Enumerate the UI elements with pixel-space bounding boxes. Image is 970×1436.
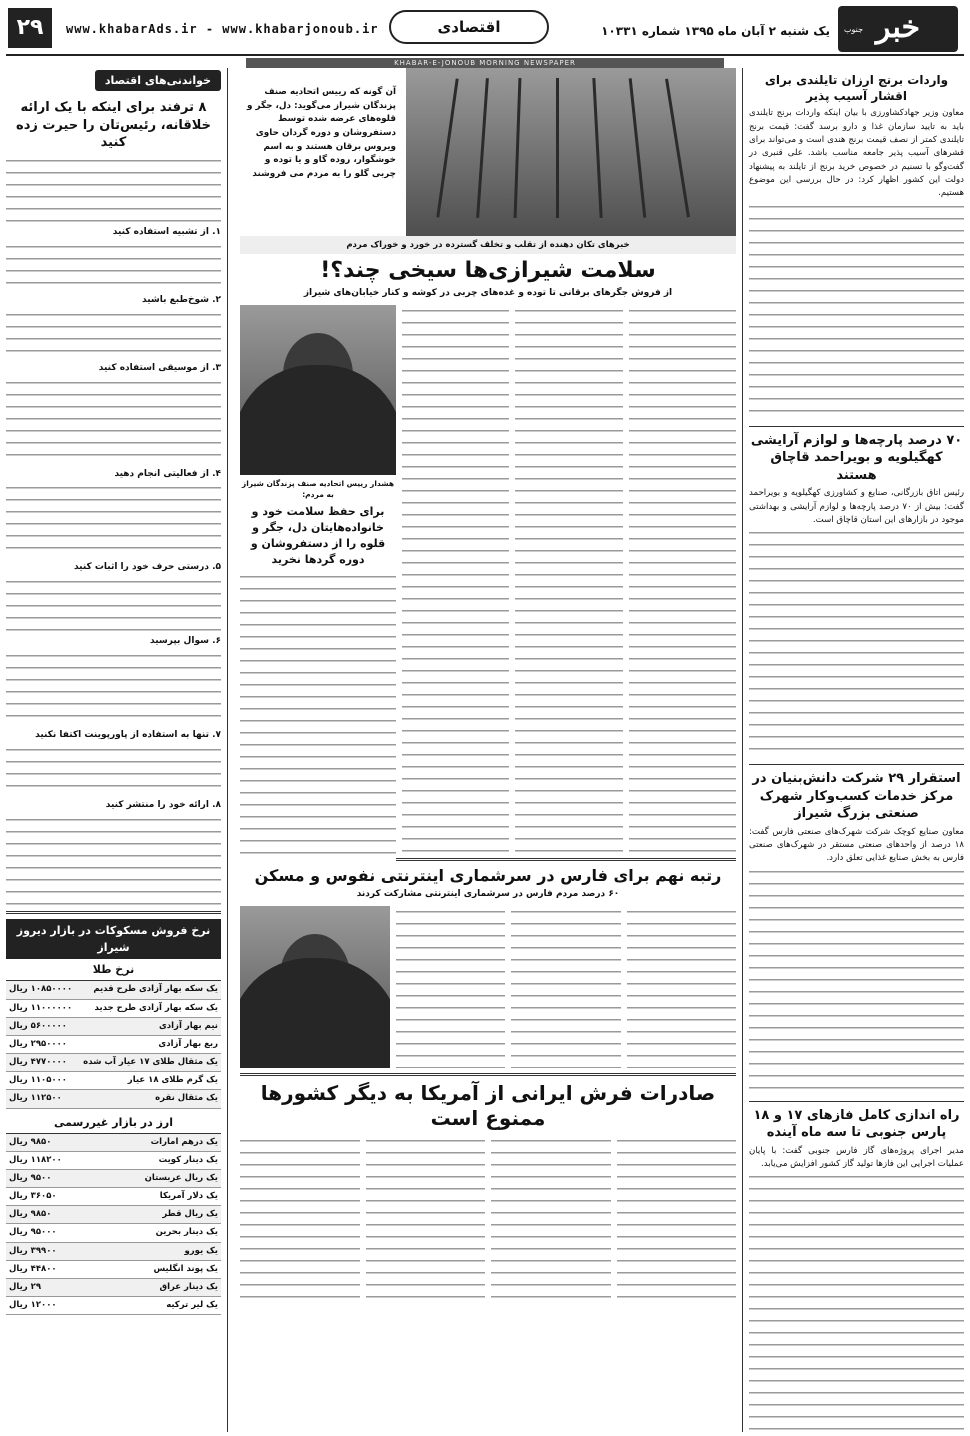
article-text [627,906,736,1068]
tip-heading: ۶. سوال بپرسید [150,636,221,647]
price-label: یک سکه بهار آزادی طرح جدید [94,1002,218,1013]
tip-heading: ۵. درستی حرف خود را اثبات کنید [73,562,221,573]
portrait-quote: برای حفظ سلامت خود و خانواده‌هایتان دل، جگر و قلوه را از دستفروشان و دوره گردها نخرید [250,504,386,566]
price-row [6,1072,221,1090]
masthead [6,4,964,56]
price-value: ۳۶۰۵۰ ریال [9,1191,57,1202]
price-row [6,1018,221,1036]
text-block [749,866,964,1096]
page-number: ۲۹ [8,8,52,48]
price-row [6,1243,221,1261]
divider [6,911,221,914]
column-label: خواندنی‌های اقتصاد [95,70,221,91]
english-strip: KHABAR-E-JONOUB MORNING NEWSPAPER [246,58,724,68]
price-row [6,1261,221,1279]
price-row [6,1170,221,1188]
price-label: یک یورو [184,1245,218,1256]
price-value: ۱۰۸۵۰۰۰۰ ریال [9,984,73,995]
price-value: ۱۲۰۰۰ ریال [9,1300,57,1311]
headline-2: رتبه نهم برای فارس در سرشماری اینترنتی نفوس و مسکن [254,865,722,885]
price-row [6,1188,221,1206]
website-links[interactable]: www.khabarAds.ir - www.khabarjonoub.ir [66,22,379,36]
article-text [396,906,505,1068]
story-text: رئیس اتاق بازرگانی، صنایع و کشاورزی کهگیلویه و بویراحمد گفت: بیش از ۷۰ درصد پارچه‌ها و لوازم آرایشی و بهداشتی موجود در بازارهای این استان قاچاق است. [749,488,964,525]
price-value: ۹۸۵۰ ریال [9,1136,52,1147]
story-title: واردات برنج ارزان تایلندی برای اقشار آسیب پذیر [764,73,949,104]
price-row [6,1297,221,1315]
tip-heading: ۴. از فعالیتی انجام دهید [114,468,221,479]
price-value: ۴۴۸۰۰ ریال [9,1263,57,1274]
price-value: ۴۷۷۰۰۰۰ ریال [9,1057,67,1068]
tip-heading: ۱. از تشبیه استفاده کنید [112,226,221,237]
divider [749,426,964,427]
story-text: معاون صنایع کوچک شرکت شهرک‌های صنعتی فارس گفت: ۱۸ درصد از واحدهای صنعتی مستقر در شهرک‌های صنعتی فارس به بخش صنایع غذایی تعلق دارد. [749,826,964,864]
tip-heading: ۸. ارائه خود را منتشر کنید [105,800,221,811]
middle-section [240,68,736,1432]
article-text [491,1135,611,1305]
logo-subtitle: جنوب [844,25,864,34]
price-label: یک درهم امارات [150,1136,218,1147]
headline-3: صادرات فرش ایرانی از آمریکا به دیگر کشورها ممنوع است [260,1080,716,1130]
right-column [742,68,964,1432]
story-text: معاون وزیر جهادکشاورزی با بیان اینکه واردات برنج تایلندی باید به تایید سازمان غذا و دارو برسد گفت: قیمت برنج تایلندی کمتر از نصف قیمت برنج هندی است و می‌تواند برای قشرهای آسیب پذیر جامعه مناسب باشد. علی قنبری در گفت‌وگو با تسنیم در خصوص خرید برنج از تایلند به پیشنهاد دولت این کشور اظهار کرد: در حال بررسی این موضوع هستیم. [749,108,964,199]
text-block [6,576,221,632]
price-row [6,1000,221,1018]
article-text [515,305,622,853]
text-block [749,1171,964,1432]
article-text [240,1135,360,1305]
lead-2: ۶۰ درصد مردم فارس در سرشماری اینترنتی مشارکت کردند [356,888,620,899]
price-label: یک ریال قطر [162,1209,218,1220]
fx-table [6,1134,221,1316]
price-row [6,1134,221,1152]
tip-heading: ۲. شوخ‌طبع باشید [142,294,221,305]
section-title: اقتصادی [389,10,549,44]
tip-heading: ۷. تنها به استفاده از پاورپوینت اکتفا نکنید [35,730,221,741]
banner-caption: خبرهای تکان دهنده از تقلب و تخلف گسترده در خورد و خوراک مردم [240,236,736,254]
text-block [6,377,221,465]
text-block [6,482,221,558]
fx-title: ارز در بازار غیررسمی [6,1112,221,1134]
photo-caption: آن گونه که رییس اتحادیه صنف پزندگان شیراز می‌گوید: دل، جگر و قلوه‌های عرضه شده توسط دستفروشان و دوره گردان حاوی ویروس برقان هستند و به اسم خوشگوار، روده گاو و یا توده و چربی گلو را به مردم می فروشند [247,87,396,179]
text-block [6,155,221,223]
text-block [749,527,964,759]
main-lead: از فروش جگرهای برقانی تا توده و غده‌های چربی در کوشه و کنار خیابان‌های شیراز [303,287,673,298]
price-label: یک مثقال طلای ۱۷ عیار آب شده [83,1057,218,1068]
price-label: یک لیر ترکیه [166,1300,218,1311]
divider [749,764,964,765]
price-value: ۹۵۰۰ ریال [9,1172,52,1183]
official-portrait [240,305,396,475]
price-label: یک سکه بهار آزادی طرح قدیم [93,984,218,995]
logo-text: خبر [875,10,921,45]
portrait-kicker: هشدار رییس اتحادیه صنف پزندگان شیراز به مردم: [241,478,395,500]
price-value: ۱۱۸۲۰۰ ریال [9,1154,62,1165]
price-value: ۱۱۰۰۰۰۰۰ ریال [9,1002,73,1013]
price-row [6,1036,221,1054]
price-value: ۹۸۵۰ ریال [9,1209,52,1220]
price-label: یک گرم طلای ۱۸ عیار [127,1075,218,1086]
price-row [6,981,221,999]
price-label: یک دینار کویت [158,1154,218,1165]
gold-title: نرخ طلا [6,959,221,981]
article-text [366,1135,486,1305]
main-headline: سلامت شیرازی‌ها سیخی چند؟! [320,258,656,284]
tip-heading: ۳. از موسیقی استفاده کنید [98,362,221,373]
price-row [6,1054,221,1072]
article-text [629,305,736,853]
gold-table [6,981,221,1108]
story-title: ۷۰ درصد پارچه‌ها و لوازم آرایشی کهگیلویه و بویراحمد قاچاق هستند [750,432,963,483]
price-value: ۱۱۲۵۰۰ ریال [9,1093,62,1104]
tips-title: ۸ ترفند برای اینکه با یک ارائه خلاقانه، رئیس‌تان را حیرت زده کنید [16,100,211,151]
text-block [6,744,221,796]
price-label: یک مثقال نقره [155,1093,218,1104]
story-text: مدیر اجرای پروژه‌های گاز فارس جنوبی گفت: با پایان عملیات اجرایی این فازها تولید گاز کشور افزایش می‌یابد. [749,1145,964,1170]
price-row [6,1224,221,1242]
price-value: ۲۹ ریال [9,1281,42,1292]
text-block [6,814,221,906]
price-label: یک دلار آمریکا [159,1191,218,1202]
price-value: ۵۶۰۰۰۰۰ ریال [9,1020,67,1031]
price-row [6,1279,221,1297]
issue-date: یک شنبه ۲ آبان ماه ۱۳۹۵ شماره ۱۰۳۳۱ [601,24,830,38]
market-title: نرخ فروش مسکوکات در بازار دیروز شیراز [6,919,221,959]
price-row [6,1090,221,1108]
article-text [617,1135,737,1305]
story-title: استقرار ۲۹ شرکت دانش‌بنیان در مرکز خدمات کسب‌وکار شهرک صنعتی بزرگ شیراز [752,771,961,822]
article-text [240,571,396,861]
divider [749,1101,964,1102]
text-block [6,241,221,291]
kebab-photo [406,68,736,236]
newspaper-logo [838,6,958,52]
text-block [6,650,221,726]
price-value: ۱۱۰۵۰۰۰ ریال [9,1075,67,1086]
article-text [511,906,620,1068]
price-row [6,1206,221,1224]
price-value: ۳۹۹۰۰ ریال [9,1245,57,1256]
price-label: نیم بهار آزادی [158,1020,218,1031]
price-value: ۲۹۵۰۰۰۰ ریال [9,1038,67,1049]
text-block [6,309,221,359]
left-column [6,68,228,1432]
price-label: یک دینار عراق [159,1281,218,1292]
price-label: یک ریال عربستان [144,1172,218,1183]
price-row [6,1152,221,1170]
price-label: ربع بهار آزادی [158,1038,218,1049]
article-text [402,305,509,853]
price-value: ۹۵۰۰۰ ریال [9,1227,57,1238]
price-label: یک پوند انگلیس [153,1263,218,1274]
official-portrait-2 [240,906,390,1068]
divider [240,1073,736,1076]
story-title: راه اندازی کامل فازهای ۱۷ و ۱۸ پارس جنوبی تا سه ماه آینده [753,1107,960,1141]
price-label: یک دینار بحرین [155,1227,218,1238]
text-block [749,201,964,421]
